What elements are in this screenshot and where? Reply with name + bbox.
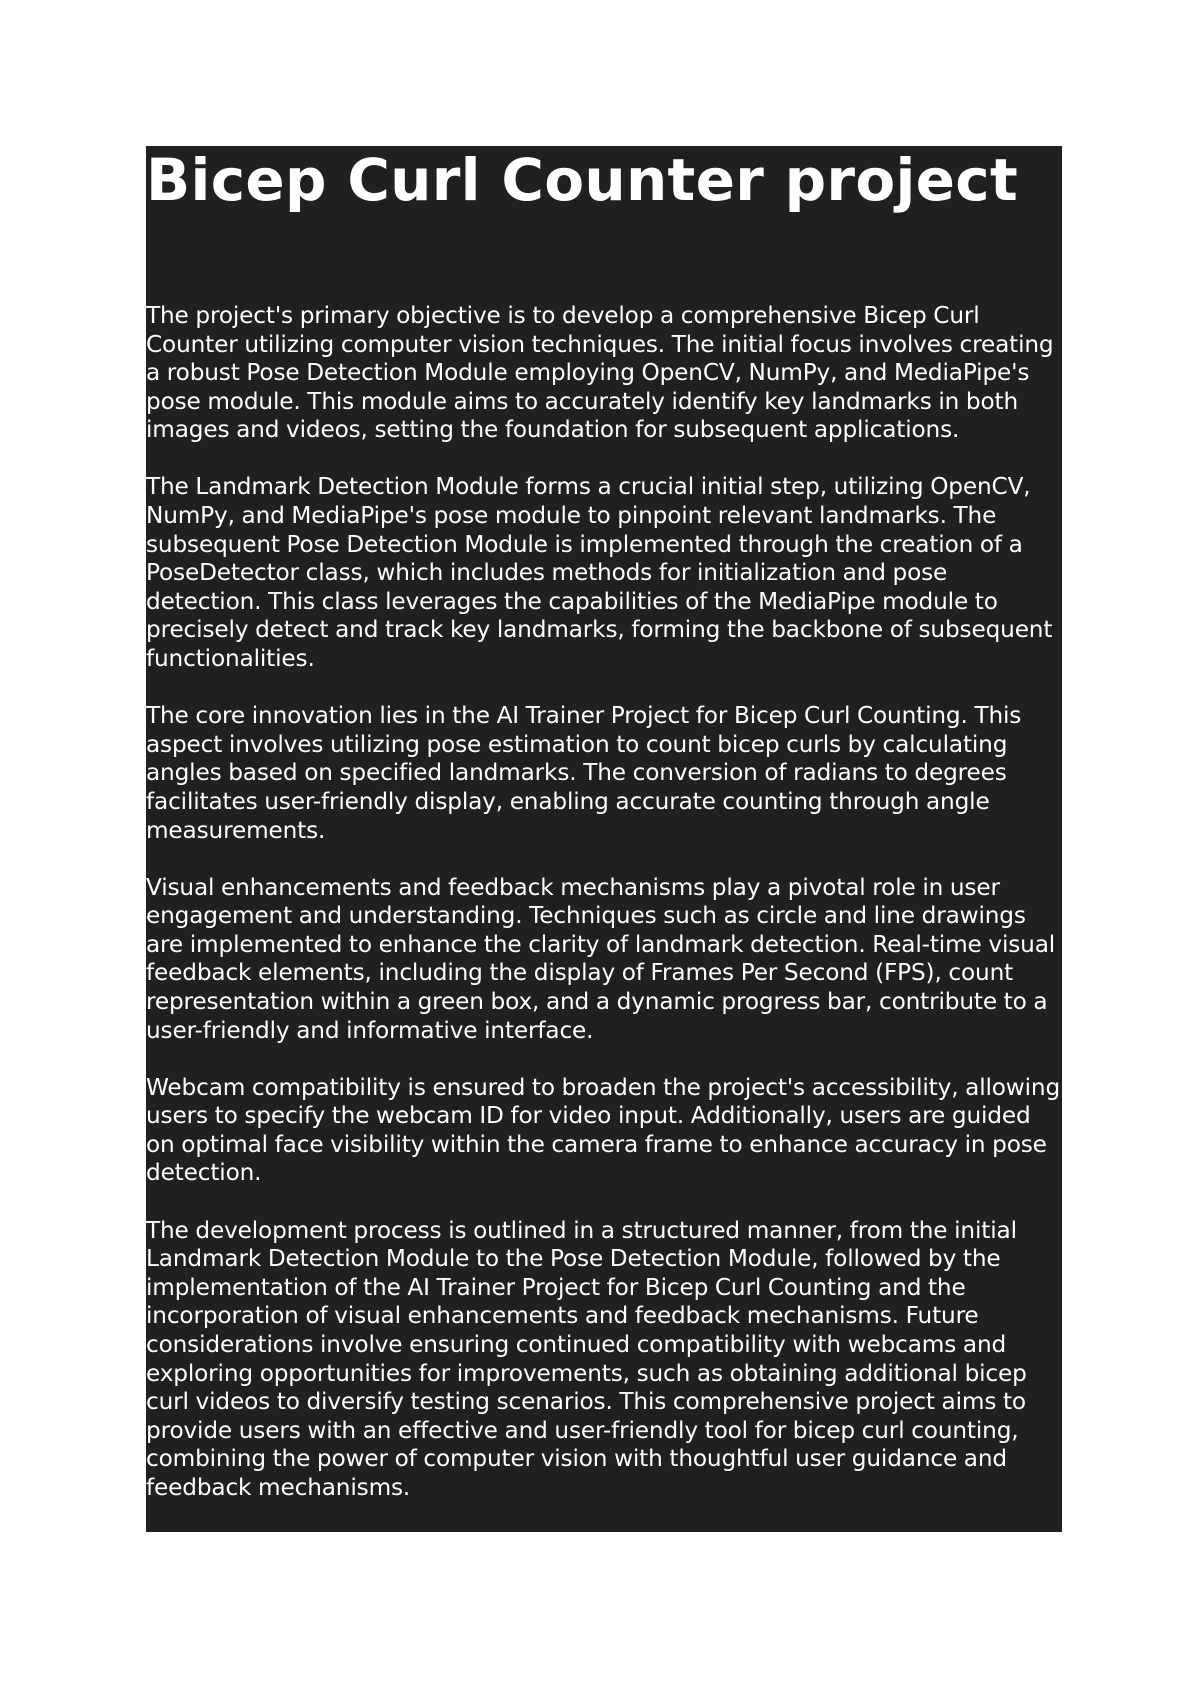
paragraph-landmark-detection: The Landmark Detection Module forms a crucial initial step, utilizing OpenCV, NumPy, and MediaPipe's pose module to pinpoint relevant landmarks. The subsequent Pose Detection Module is implemented through the creation of a PoseDetector class, which includes methods for initialization and pose detection. This class leverages the capabilities of the MediaPipe module to precisely detect and track key landmarks, forming the backbone of subsequent functionalities. — [146, 473, 1053, 673]
paragraph-ai-trainer: The core innovation lies in the AI Trainer Project for Bicep Curl Counting. This aspect involves utilizing pose estimation to count bicep curls by calculating angles based on specified landmarks. The conversion of radians to degrees facilitates user-friendly display, enabling accurate counting through angle measurements. — [146, 702, 1022, 844]
paragraph-visual-feedback: Visual enhancements and feedback mechanisms play a pivotal role in user engagement and understanding. Techniques such as circle and line drawings are implemented to enhance the clarity of landmark detection. Real-time visual feedback elements, including the display of Frames Per Second (FPS), count representation within a green box, and a dynamic progress bar, contribute to a user-friendly and informative interface. — [146, 873, 1056, 1044]
document-title: Bicep Curl Counter project — [146, 146, 1018, 214]
document-content-block — [146, 146, 1062, 1532]
paragraph-development-process: The development process is outlined in a structured manner, from the initial Landmark Detection Module to the Pose Detection Module, followed by the implementation of the AI Trainer Project for Bicep Curl Counting and the incorporation of visual enhancements and feedback mechanisms. Future considerations involve ensuring continued compatibility with webcams and exploring opportunities for improvements, such as obtaining additional bicep curl videos to diversify testing scenarios. This comprehensive project aims to provide users with an effective and user-friendly tool for bicep curl counting, combining the power of computer vision with thoughtful user guidance and feedback mechanisms. — [146, 1216, 1027, 1501]
paragraph-webcam: Webcam compatibility is ensured to broaden the project's accessibility, allowing users to specify the webcam ID for video input. Additionally, users are guided on optimal face visibility within the camera frame to enhance accuracy in pose detection. — [146, 1073, 1061, 1187]
paragraph-objective: The project's primary objective is to develop a comprehensive Bicep Curl Counter utilizing computer vision techniques. The initial focus involves creating a robust Pose Detection Module employing OpenCV, NumPy, and MediaPipe's pose module. This module aims to accurately identify key landmarks in both images and videos, setting the foundation for subsequent applications. — [146, 302, 1054, 444]
document-body — [146, 302, 1062, 1502]
